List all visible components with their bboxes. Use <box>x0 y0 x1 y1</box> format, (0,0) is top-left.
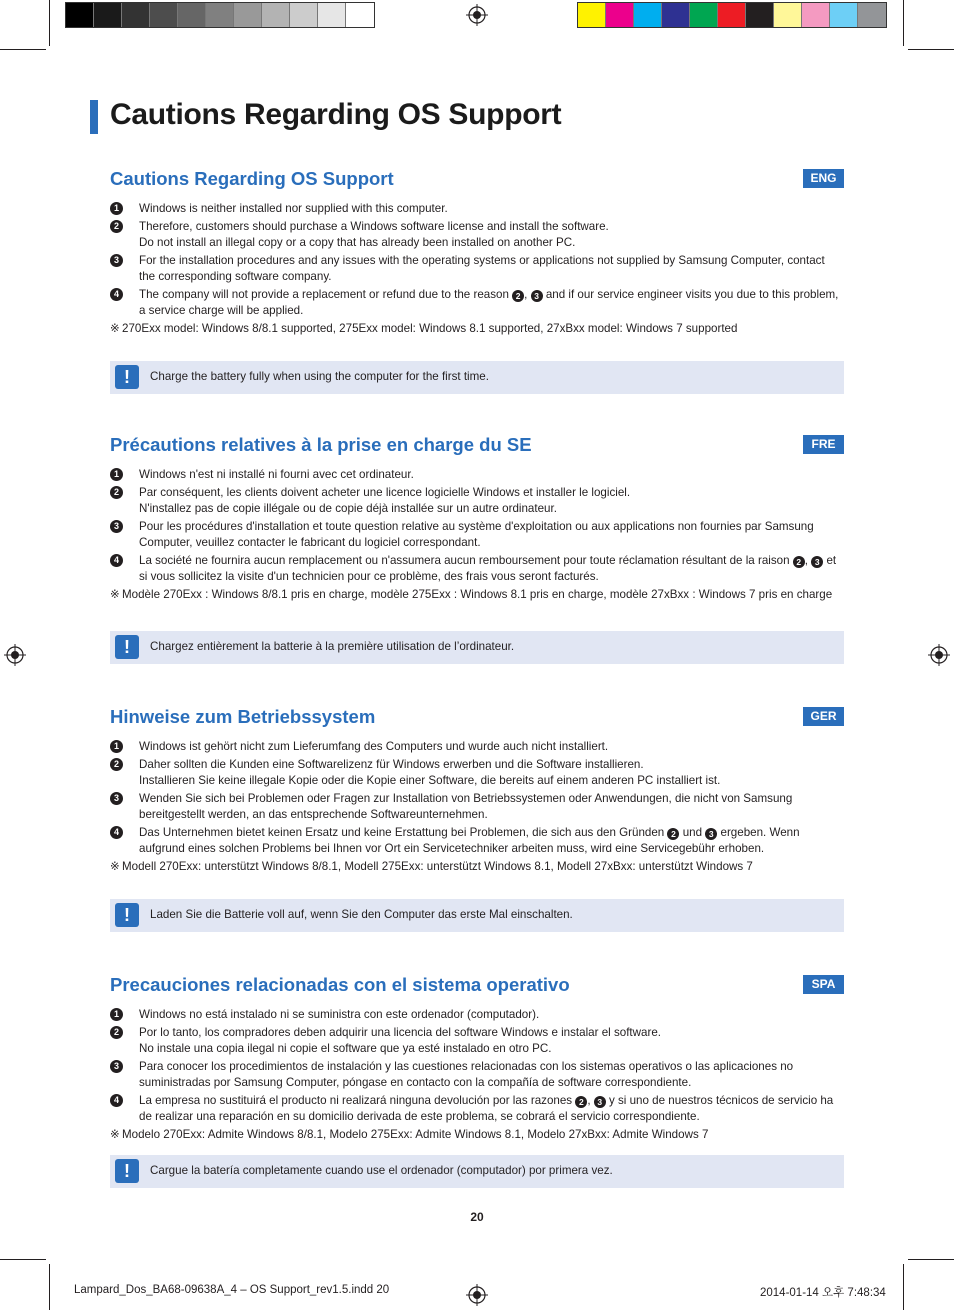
color-swatch <box>802 3 830 27</box>
list-item: 3 Pour les procédures d'installation et toute question relative au système d'exploitation ou aux applications non fournies par Samsung Computer, veuillez contacter le fabricant du logiciel correspondant. <box>110 519 844 551</box>
model-note: ※ Modelo 270Exx: Admite Windows 8/8.1, Modelo 275Exx: Admite Windows 8.1, Modelo 27xBxx: Admite Windows 7 <box>110 1128 709 1141</box>
registration-mark-icon <box>928 644 950 666</box>
number-4-icon: 4 <box>110 554 123 567</box>
title-accent-bar <box>90 100 98 134</box>
number-3-icon: 3 <box>705 828 717 840</box>
number-1-icon: 1 <box>110 1008 123 1021</box>
caution-text: Cargue la batería completamente cuando use el ordenador (computador) por primera vez. <box>150 1164 613 1177</box>
section-eng <box>110 168 844 337</box>
crop-mark <box>49 1264 50 1310</box>
page-title: Cautions Regarding OS Support <box>110 98 562 131</box>
color-swatch <box>662 3 690 27</box>
registration-mark-icon <box>466 1284 488 1306</box>
number-3-icon: 3 <box>811 556 823 568</box>
slug-filename: Lampard_Dos_BA68-09638A_4 – OS Support_rev1.5.indd 20 <box>74 1284 390 1296</box>
number-2-icon: 2 <box>575 1096 587 1108</box>
crop-mark <box>49 0 50 46</box>
number-2-icon: 2 <box>110 1026 123 1039</box>
list-item: 3 Para conocer los procedimientos de instalación y las cuestiones relacionadas con los sistemas operativos o las aplicaciones no suministradas por Samsung Computer, póngase en contacto con la compañía de software correspondiente. <box>110 1059 844 1091</box>
list-item: 1 Windows is neither installed nor supplied with this computer. <box>110 201 844 217</box>
reference-mark-icon: ※ <box>110 588 120 601</box>
number-3-icon: 3 <box>110 1060 123 1073</box>
number-1-icon: 1 <box>110 202 123 215</box>
crop-mark <box>903 1264 904 1310</box>
number-3-icon: 3 <box>110 254 123 267</box>
caution-text: Chargez entièrement la batterie à la première utilisation de l’ordinateur. <box>150 640 515 653</box>
number-3-icon: 3 <box>110 520 123 533</box>
reference-mark-icon: ※ <box>110 860 120 873</box>
list-item: 4 La société ne fournira aucun remplacement ou n'assumera aucun remboursement pour toute réclamation résultant de la raison 2 , 3 et si vous sollicitez la visite d'un technicien pour ce problème, des frais vous seront facturés. <box>110 553 844 585</box>
number-3-icon: 3 <box>110 792 123 805</box>
list-item: 4 The company will not provide a replacement or refund due to the reason 2 , 3 and if our service engineer visits you due to this problem, a service charge will be applied. <box>110 287 844 319</box>
caution-box <box>110 899 844 932</box>
color-swatch <box>346 3 374 27</box>
number-2-icon: 2 <box>793 556 805 568</box>
language-badge: SPA <box>803 975 844 994</box>
crop-mark <box>908 1259 954 1260</box>
list-item: 2 Daher sollten die Kunden eine Softwarelizenz für Windows erwerben und die Software installieren. Installieren Sie keine illegale Kopie oder die Kopie einer Software, die bereits auf einem anderen PC installiert ist. <box>110 757 844 789</box>
list-item: 2 Therefore, customers should purchase a Windows software license and install the software. Do not install an illegal copy or a copy that has already been installed on another PC. <box>110 219 844 251</box>
registration-mark-icon <box>4 644 26 666</box>
color-swatch <box>690 3 718 27</box>
grayscale-swatch-bar <box>65 2 375 28</box>
color-swatch-bar <box>577 2 887 28</box>
list-item: 1 Windows no está instalado ni se suministra con este ordenador (computador). <box>110 1007 844 1023</box>
list-item: 3 For the installation procedures and any issues with the operating systems or applications not supplied by Samsung Computer, contact the corresponding software company. <box>110 253 844 285</box>
model-note: ※ 270Exx model: Windows 8/8.1 supported, 275Exx model: Windows 8.1 supported, 27xBxx model: Windows 7 supported <box>110 322 738 335</box>
exclamation-icon: ! <box>115 365 139 389</box>
number-2-icon: 2 <box>110 486 123 499</box>
registration-mark-icon <box>466 4 488 26</box>
color-swatch <box>578 3 606 27</box>
number-3-icon: 3 <box>594 1096 606 1108</box>
list-item: 4 La empresa no sustituirá el producto ni realizará ninguna devolución por las razones 2 , 3 y si uno de nuestros técnicos de servicio ha de realizar una reparación en su domicilio derivada de este problema, se cobrará el servicio correspondiente. <box>110 1093 844 1125</box>
crop-mark <box>0 49 46 50</box>
exclamation-icon: ! <box>115 903 139 927</box>
exclamation-icon: ! <box>115 1159 139 1183</box>
color-swatch <box>746 3 774 27</box>
section-fre <box>110 434 844 603</box>
crop-mark <box>908 49 954 50</box>
list-item: 2 Par conséquent, les clients doivent acheter une licence logicielle Windows et installer le logiciel. N'installez pas de copie illégale ou de copie déjà installée sur un autre ordinateur. <box>110 485 844 517</box>
color-swatch <box>318 3 346 27</box>
caution-box <box>110 361 844 394</box>
color-swatch <box>858 3 886 27</box>
color-swatch <box>234 3 262 27</box>
section-title: Précautions relatives à la prise en charge du SE <box>110 434 532 455</box>
number-2-icon: 2 <box>110 220 123 233</box>
reference-mark-icon: ※ <box>110 1128 120 1141</box>
language-badge: FRE <box>803 435 844 454</box>
crop-mark <box>903 0 904 46</box>
color-swatch <box>606 3 634 27</box>
number-4-icon: 4 <box>110 1094 123 1107</box>
number-3-icon: 3 <box>531 290 543 302</box>
list-item: 2 Por lo tanto, los compradores deben adquirir una licencia del software Windows e instalar el software. No instale una copia ilegal ni copie el software que ya esté instalado en otro PC. <box>110 1025 844 1057</box>
slug-datetime: 2014-01-14 오후 7:48:34 <box>760 1287 886 1299</box>
number-1-icon: 1 <box>110 468 123 481</box>
section-title: Hinweise zum Betriebssystem <box>110 706 376 727</box>
list-item: 1 Windows n'est ni installé ni fourni avec cet ordinateur. <box>110 467 844 483</box>
list-item: 3 Wenden Sie sich bei Problemen oder Fragen zur Installation von Betriebssystemen oder Anwendungen, die nicht von Samsung bereitgestellt werden, an das entsprechende Softwareunternehmen. <box>110 791 844 823</box>
page-number: 20 <box>470 1210 484 1224</box>
caution-text: Charge the battery fully when using the computer for the first time. <box>150 370 489 383</box>
section-title: Cautions Regarding OS Support <box>110 168 394 189</box>
reference-mark-icon: ※ <box>110 322 120 335</box>
color-swatch <box>290 3 318 27</box>
number-4-icon: 4 <box>110 826 123 839</box>
number-4-icon: 4 <box>110 288 123 301</box>
exclamation-icon: ! <box>115 635 139 659</box>
color-swatch <box>774 3 802 27</box>
caution-box <box>110 1155 844 1188</box>
number-1-icon: 1 <box>110 740 123 753</box>
color-swatch <box>150 3 178 27</box>
color-swatch <box>178 3 206 27</box>
color-swatch <box>66 3 94 27</box>
crop-mark <box>0 1259 46 1260</box>
color-swatch <box>262 3 290 27</box>
section-title: Precauciones relacionadas con el sistema operativo <box>110 974 570 995</box>
number-2-icon: 2 <box>512 290 524 302</box>
caution-text: Laden Sie die Batterie voll auf, wenn Sie den Computer das erste Mal einschalten. <box>150 908 573 921</box>
language-badge: GER <box>803 707 844 726</box>
color-swatch <box>830 3 858 27</box>
color-swatch <box>206 3 234 27</box>
language-badge: ENG <box>803 169 844 188</box>
color-swatch <box>634 3 662 27</box>
color-swatch <box>94 3 122 27</box>
color-swatch <box>718 3 746 27</box>
color-swatch <box>122 3 150 27</box>
number-2-icon: 2 <box>667 828 679 840</box>
caution-box <box>110 631 844 664</box>
section-spa <box>110 974 844 1143</box>
model-note: ※ Modèle 270Exx : Windows 8/8.1 pris en charge, modèle 275Exx : Windows 8.1 pris en charge, modèle 27xBxx : Windows 7 pris en charge <box>110 588 833 601</box>
list-item: 4 Das Unternehmen bietet keinen Ersatz und keine Erstattung bei Problemen, die sich aus den Gründen 2 und 3 ergeben. Wenn aufgrund eines solchen Problems bei Ihnen vor Ort ein Servicetechniker arbeiten muss, wird eine Servicegebühr erhoben. <box>110 825 844 857</box>
model-note: ※ Modell 270Exx: unterstützt Windows 8/8.1, Modell 275Exx: unterstützt Windows 8.1, Modell 27xBxx: unterstützt Windows 7 <box>110 860 753 873</box>
section-ger <box>110 706 844 875</box>
list-item: 1 Windows ist gehört nicht zum Lieferumfang des Computers und wurde auch nicht installiert. <box>110 739 844 755</box>
number-2-icon: 2 <box>110 758 123 771</box>
